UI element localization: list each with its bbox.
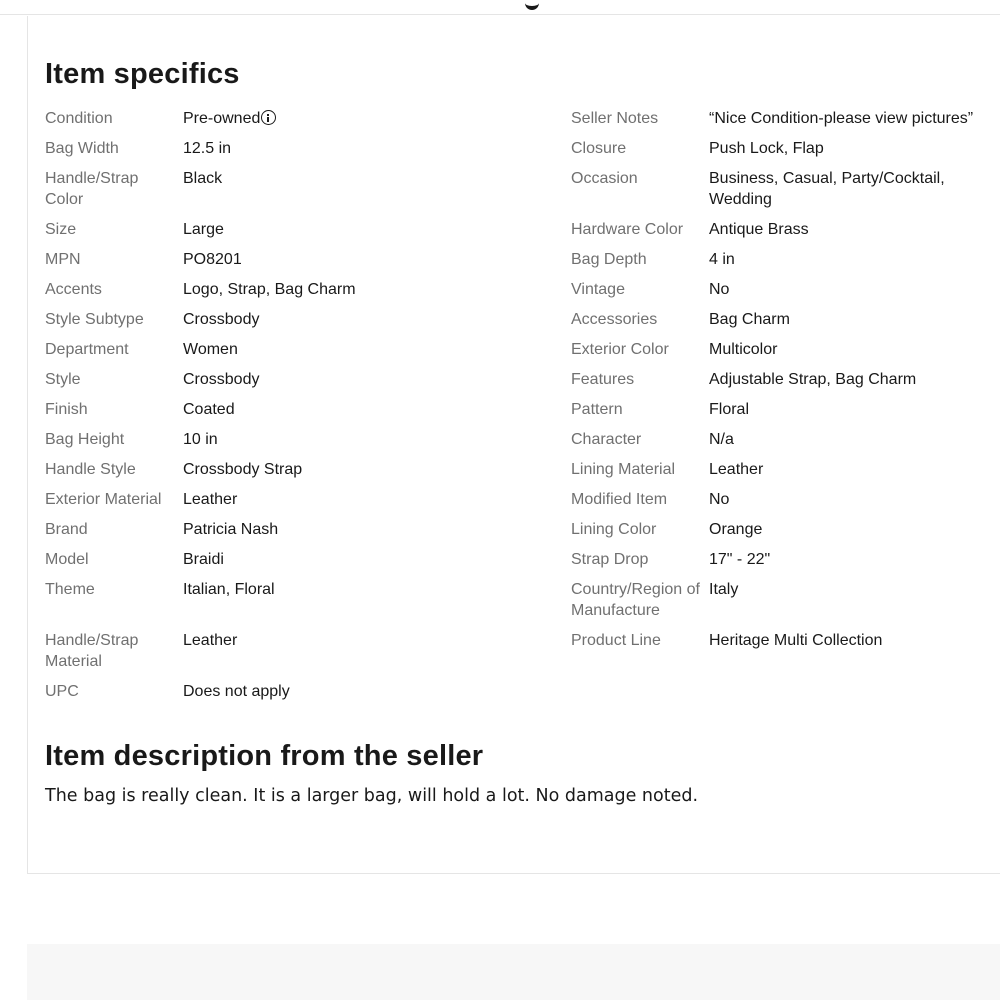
spec-value: Braidi: [183, 551, 224, 568]
spec-value: N/a: [709, 431, 734, 448]
condition-value: Pre-owned: [183, 110, 261, 127]
spec-row: [571, 579, 1000, 630]
spec-value: Crossbody: [183, 311, 260, 328]
spec-row: [45, 168, 565, 219]
spec-label: Size: [45, 221, 77, 238]
spec-value: Floral: [709, 401, 750, 418]
spec-label: Model: [45, 551, 89, 568]
spec-label: Seller Notes: [571, 110, 659, 127]
spec-label: Lining Color: [571, 521, 657, 538]
spec-label: Modified Item: [571, 491, 668, 508]
spec-row: [571, 519, 1000, 549]
spec-value: Patricia Nash: [183, 521, 279, 538]
spec-value: Women: [183, 341, 238, 358]
spec-value: Crossbody: [183, 371, 260, 388]
spec-row: [45, 219, 565, 249]
spec-row: [45, 138, 565, 168]
spec-value: Italy: [709, 581, 739, 598]
spec-label: Handle Style: [45, 461, 136, 478]
next-section-panel: [27, 944, 1000, 1000]
spec-value: Heritage Multi Collection: [709, 632, 883, 649]
spec-row: [45, 369, 565, 399]
spec-value: Antique Brass: [709, 221, 809, 238]
spec-row: [45, 681, 565, 711]
spec-label: Closure: [571, 140, 627, 157]
spec-label: UPC: [45, 683, 79, 700]
spec-label: Exterior Color: [571, 341, 669, 358]
spec-label: Strap Drop: [571, 551, 649, 568]
spec-label: Handle/Strap Material: [45, 632, 139, 670]
spec-label: Lining Material: [571, 461, 676, 478]
spec-value: Orange: [709, 521, 763, 538]
specs-left-column: [45, 108, 565, 711]
spec-value: Leather: [183, 632, 238, 649]
spec-value: Logo, Strap, Bag Charm: [183, 281, 356, 298]
spec-value: Bag Charm: [709, 311, 790, 328]
spec-label: MPN: [45, 251, 81, 268]
item-description-heading: Item description from the seller: [45, 740, 484, 772]
spec-row: [45, 279, 565, 309]
spec-value: [183, 108, 565, 129]
spec-row: [571, 339, 1000, 369]
spec-row: [571, 168, 1000, 219]
spec-value: Multicolor: [709, 341, 778, 358]
spec-row: [571, 429, 1000, 459]
spec-label: Department: [45, 341, 129, 358]
spec-row: [571, 549, 1000, 579]
spec-value: “Nice Condition-please view pictures”: [709, 110, 974, 127]
spec-label: Accents: [45, 281, 102, 298]
spec-row: [571, 459, 1000, 489]
spec-label: Brand: [45, 521, 88, 538]
spec-value: Crossbody Strap: [183, 461, 303, 478]
spec-row: [45, 399, 565, 429]
cut-off-heading-glyph: [525, 0, 539, 10]
spec-value: Does not apply: [183, 683, 290, 700]
spec-row: [571, 489, 1000, 519]
spec-value: No: [709, 491, 730, 508]
spec-label: Bag Width: [45, 140, 119, 157]
spec-label: Style Subtype: [45, 311, 144, 328]
spec-value: Italian, Floral: [183, 581, 275, 598]
spec-row: [571, 219, 1000, 249]
spec-row: [571, 369, 1000, 399]
item-details-card: [27, 16, 1000, 874]
spec-value: Business, Casual, Party/Cocktail, Wedding: [709, 170, 945, 208]
spec-row-condition: [45, 108, 565, 138]
spec-label: Exterior Material: [45, 491, 162, 508]
spec-label: Style: [45, 371, 81, 388]
spec-label: Bag Depth: [571, 251, 647, 268]
top-bar: [0, 0, 1000, 15]
spec-label: Bag Height: [45, 431, 125, 448]
spec-row: [45, 249, 565, 279]
spec-label: Hardware Color: [571, 221, 684, 238]
item-description-text: The bag is really clean. It is a larger bag, will hold a lot. No damage noted.: [45, 786, 699, 806]
spec-label: Finish: [45, 401, 88, 418]
item-specifics-heading: Item specifics: [45, 58, 240, 90]
spec-value: Leather: [709, 461, 764, 478]
spec-row: [45, 429, 565, 459]
spec-label: Vintage: [571, 281, 625, 298]
spec-value: Leather: [183, 491, 238, 508]
spec-value: Black: [183, 170, 223, 187]
specs-right-column: [571, 108, 1000, 660]
spec-row: [571, 108, 1000, 138]
spec-row: [571, 399, 1000, 429]
spec-value: Push Lock, Flap: [709, 140, 824, 157]
spec-row: [45, 630, 565, 681]
spec-row: [45, 339, 565, 369]
spec-label: Accessories: [571, 311, 658, 328]
spec-value: Adjustable Strap, Bag Charm: [709, 371, 917, 388]
spec-row: [571, 249, 1000, 279]
spec-value: Coated: [183, 401, 235, 418]
spec-row: [45, 309, 565, 339]
spec-value: 12.5 in: [183, 140, 232, 157]
spec-row: [571, 630, 1000, 660]
spec-label: Handle/Strap Color: [45, 170, 139, 208]
spec-value: 17" - 22": [709, 551, 771, 568]
spec-label: Features: [571, 371, 635, 388]
spec-value: Large: [183, 221, 224, 238]
spec-label: Character: [571, 431, 642, 448]
spec-label: Condition: [45, 110, 113, 127]
spec-label: Pattern: [571, 401, 623, 418]
spec-value: PO8201: [183, 251, 242, 268]
spec-label: Theme: [45, 581, 95, 598]
spec-row: [571, 138, 1000, 168]
spec-value: 4 in: [709, 251, 735, 268]
spec-row: [571, 309, 1000, 339]
info-icon[interactable]: [261, 110, 276, 125]
spec-value: 10 in: [183, 431, 218, 448]
spec-label: Product Line: [571, 632, 661, 649]
spec-row: [571, 279, 1000, 309]
spec-row: [45, 579, 565, 630]
spec-row: [45, 519, 565, 549]
spec-row: [45, 489, 565, 519]
spec-row: [45, 549, 565, 579]
spec-value: No: [709, 281, 730, 298]
spec-label: Occasion: [571, 170, 638, 187]
spec-row: [45, 459, 565, 489]
spec-label: Country/Region of Manufacture: [571, 581, 700, 619]
